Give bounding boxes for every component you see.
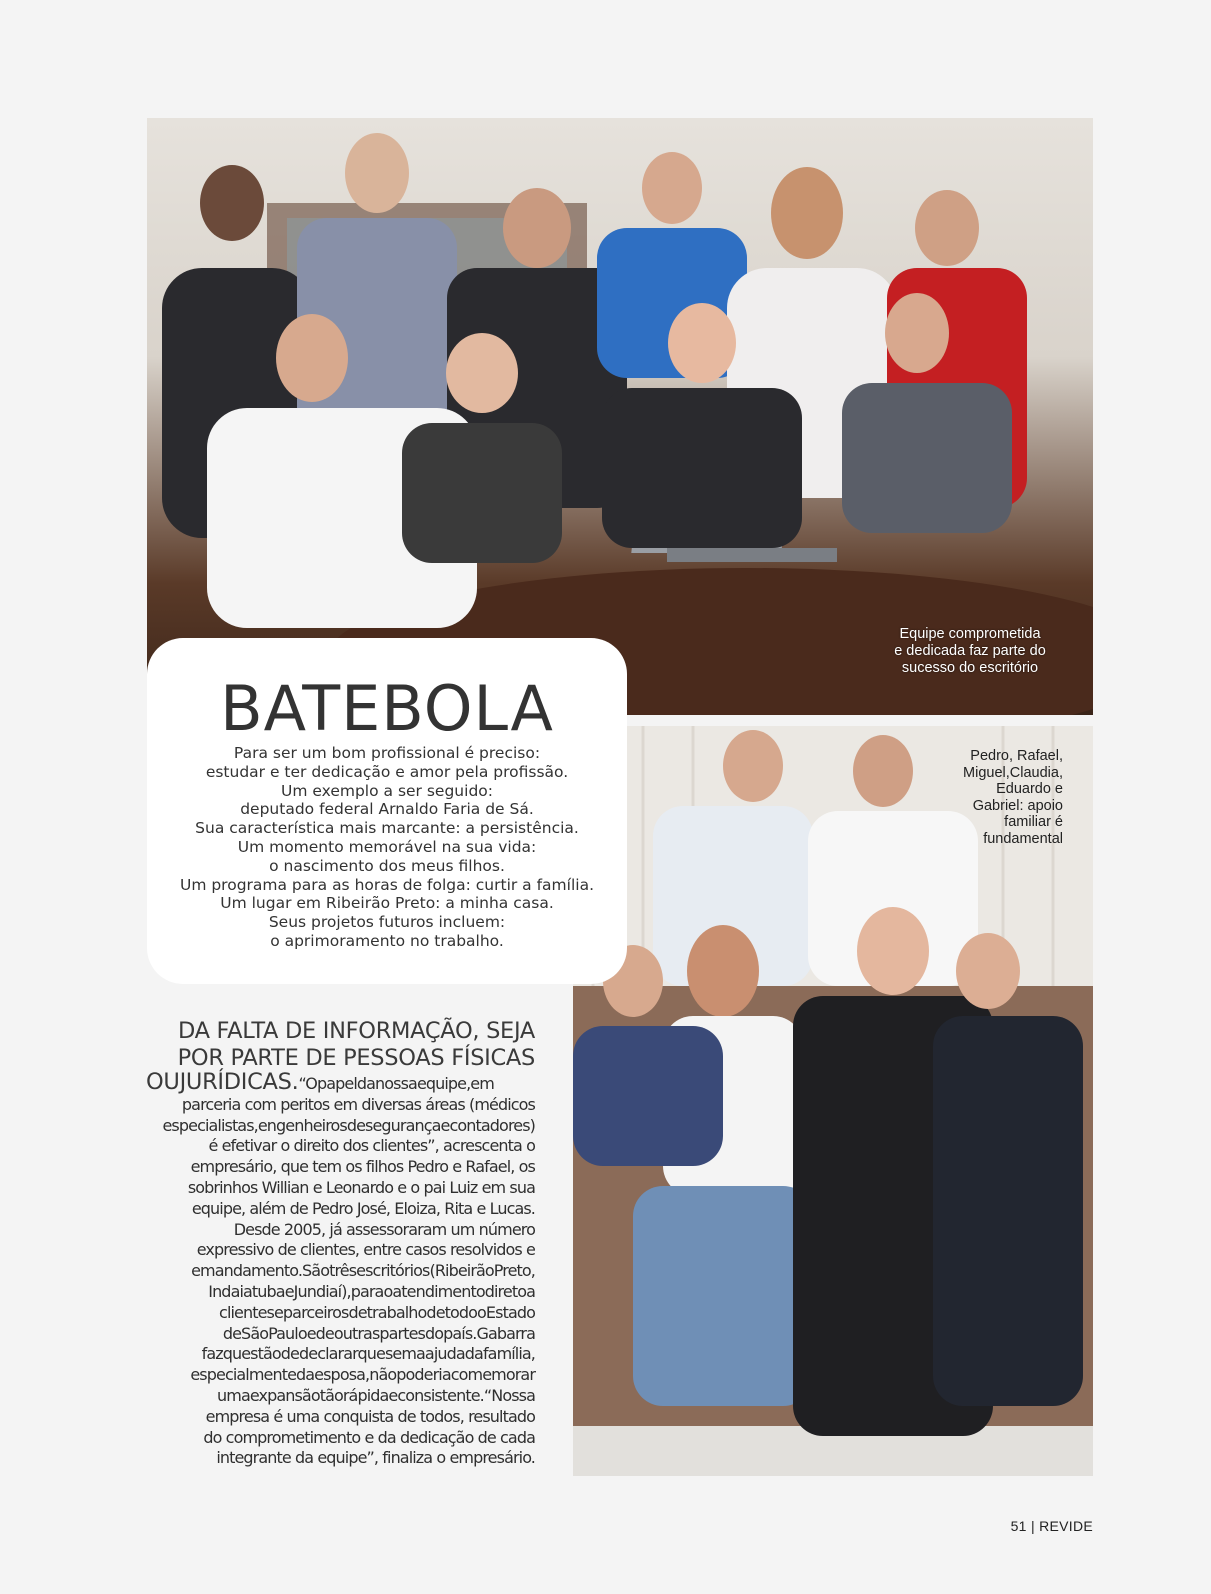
caption-line: Equipe comprometida <box>899 626 1041 642</box>
article-line: empresa é uma conquista de todos, resultado <box>205 1406 535 1426</box>
caption-line: Gabriel: apoio <box>972 797 1063 814</box>
article-line: parceria com peritos em diversas áreas (médicos <box>181 1094 535 1114</box>
article-line: clienteseparceirosdetrabalhodetodooEstado <box>219 1302 535 1322</box>
batebola-line: Um momento memorável na sua vida: <box>237 837 537 856</box>
batebola-line: o aprimoramento no trabalho. <box>270 931 504 950</box>
batebola-line: Para ser um bom profissional é preciso: <box>233 744 541 762</box>
article-line: sobrinhos Willian e Leonardo e o pai Luiz em sua <box>187 1177 535 1197</box>
family-photo-caption <box>943 748 1063 847</box>
caption-line: familiar é <box>1004 814 1063 830</box>
batebola-line: deputado federal Arnaldo Faria de Sá. <box>240 800 534 819</box>
article-line: especialistas,engenheirosdesegurançaecontadores) <box>162 1115 535 1135</box>
caption-line: sucesso do escritório <box>901 660 1039 676</box>
article-line: “Opapeldanossaequipe,em <box>298 1074 494 1093</box>
article <box>146 1018 535 1469</box>
caption-line: Eduardo e <box>996 781 1063 797</box>
batebola-line: Seus projetos futuros incluem: <box>268 913 506 932</box>
article-line: umaexpansãotãorápidaeconsistente.“Nossa <box>217 1385 535 1405</box>
caption-line: Pedro, Rafael, <box>970 748 1063 764</box>
batebola-line: Um lugar em Ribeirão Preto: a minha casa. <box>220 894 554 913</box>
article-line: equipe, além de Pedro José, Eloiza, Rita e Lucas. <box>191 1198 535 1218</box>
batebola-line: Um exemplo a ser seguido: <box>281 781 493 800</box>
batebola-line: Um programa para as horas de folga: curtir a família. <box>179 875 595 894</box>
article-line: integrante da equipe”, finaliza o empresário. <box>216 1448 535 1468</box>
caption-line: e dedicada faz parte do <box>894 643 1046 659</box>
article-line: empresário, que tem os filhos Pedro e Rafael, os <box>190 1157 535 1177</box>
article-line: emandamento.Sãotrêsescritórios(RibeirãoPreto, <box>191 1261 535 1281</box>
batebola-line: o nascimento dos meus filhos. <box>269 856 505 875</box>
article-first-line <box>146 1069 535 1095</box>
team-photo <box>147 118 1093 715</box>
article-heading <box>146 1018 535 1072</box>
heading-line: POR PARTE DE PESSOAS FÍSICAS <box>177 1045 535 1071</box>
heading-tail: OUJURÍDICAS. <box>146 1069 299 1095</box>
page-footer: 51 | REVIDE <box>1010 1518 1093 1534</box>
article-line: fazquestãodedeclararquesemaajudadafamília, <box>201 1344 535 1364</box>
batebola-title: BATEBOLA <box>220 672 554 745</box>
team-photo-caption <box>875 626 1065 677</box>
article-line: Desde 2005, já assessoraram um número <box>233 1219 535 1239</box>
batebola-line: estudar e ter dedicação e amor pela profissão. <box>205 762 569 781</box>
article-body <box>146 1069 535 1469</box>
batebola-box <box>147 638 627 984</box>
article-line: IndaiatubaeJundiaí),paraoatendimentodiretoa <box>208 1281 535 1301</box>
caption-line: Miguel,Claudia, <box>963 764 1063 781</box>
article-line: é efetivar o direito dos clientes”, acrescenta o <box>208 1136 535 1156</box>
batebola-line: Sua característica mais marcante: a persistência. <box>195 819 579 838</box>
article-line: especialmentedaesposa,nãopoderiacomemorar <box>190 1365 535 1385</box>
batebola-text <box>147 744 627 951</box>
heading-line: DA FALTA DE INFORMAÇÃO, SEJA <box>177 1018 535 1044</box>
article-line: deSãoPauloedeoutraspartesdopaís.Gabarra <box>222 1323 535 1343</box>
article-line: expressivo de clientes, entre casos resolvidos e <box>196 1240 535 1260</box>
caption-line: fundamental <box>983 830 1063 847</box>
article-line: do comprometimento e da dedicação de cada <box>203 1427 535 1447</box>
